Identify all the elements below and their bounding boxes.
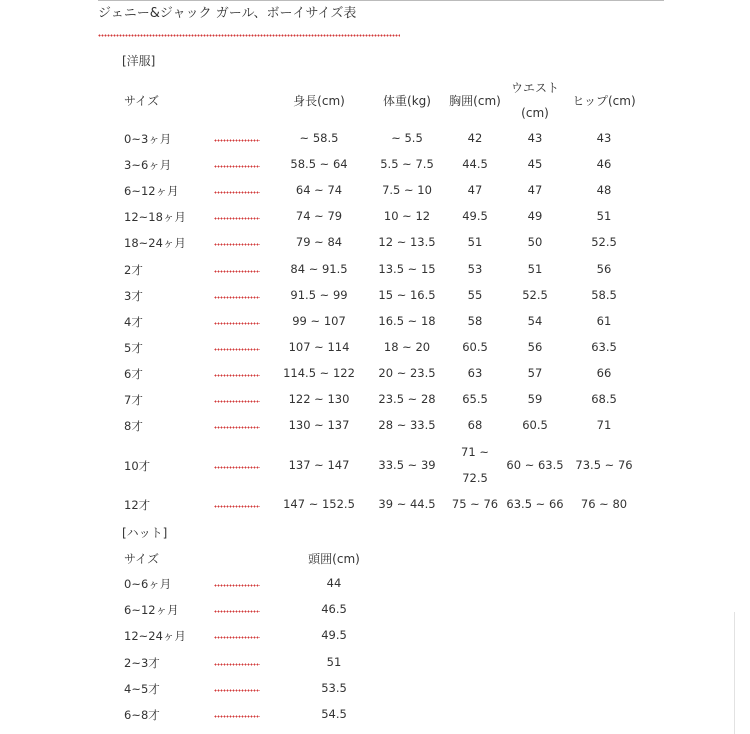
row-waist-value: 50 (527, 235, 543, 249)
row-size-label: 6才 (124, 367, 143, 381)
hat-row-head-value: 53.5 (321, 681, 347, 695)
row-chest-value: 60.5 (462, 340, 488, 354)
row-weight-value: 5.5 ~ 7.5 (380, 157, 434, 171)
hat-row-dotted-leader (214, 663, 260, 666)
row-waist-value: 60 ~ 63.5 (506, 458, 564, 472)
row-hip-value: 51 (596, 209, 612, 223)
row-dotted-leader (214, 466, 260, 469)
header-size: サイズ (124, 94, 160, 108)
row-height-value: 130 ~ 137 (288, 418, 350, 432)
row-waist-value: 63.5 ~ 66 (506, 497, 564, 511)
row-hip-value: 63.5 (591, 340, 617, 354)
row-hip-value: 68.5 (591, 392, 617, 406)
row-hip-value: 52.5 (591, 235, 617, 249)
row-waist-value: 59 (527, 392, 543, 406)
row-height-value: ~ 58.5 (299, 131, 339, 145)
row-dotted-leader (214, 270, 260, 273)
hat-header-size: サイズ (124, 552, 160, 566)
row-height-value: 79 ~ 84 (295, 235, 343, 249)
row-waist-value: 57 (527, 366, 543, 380)
row-size-label: 12才 (124, 498, 151, 512)
row-size-label: 5才 (124, 341, 143, 355)
row-dotted-leader (214, 505, 260, 508)
row-weight-value: 13.5 ~ 15 (378, 262, 436, 276)
row-chest-value: 53 (467, 262, 483, 276)
row-hip-value: 56 (596, 262, 612, 276)
row-chest-value: 51 (467, 235, 483, 249)
hat-row-size-label: 6~12ヶ月 (124, 603, 179, 617)
row-height-value: 147 ~ 152.5 (283, 497, 355, 511)
row-size-label: 7才 (124, 393, 143, 407)
row-weight-value: 16.5 ~ 18 (378, 314, 436, 328)
row-height-value: 122 ~ 130 (288, 392, 350, 406)
page-title: ジェニー&ジャック ガール、ボーイサイズ表 (98, 6, 357, 21)
row-chest-value: 65.5 (462, 392, 488, 406)
row-hip-value: 43 (596, 131, 612, 145)
row-weight-value: 7.5 ~ 10 (382, 183, 432, 197)
row-weight-value: ~ 5.5 (391, 131, 423, 145)
row-waist-value: 45 (527, 157, 543, 171)
row-chest-value: 55 (467, 288, 483, 302)
row-hip-value: 46 (596, 157, 612, 171)
row-dotted-leader (214, 139, 260, 142)
row-waist-value: 56 (527, 340, 543, 354)
row-height-value: 107 ~ 114 (288, 340, 350, 354)
row-hip-value: 71 (596, 418, 612, 432)
row-chest-value-cont: 72.5 (462, 471, 488, 485)
row-dotted-leader (214, 400, 260, 403)
hat-row-head-value: 54.5 (321, 707, 347, 721)
row-hip-value: 73.5 ~ 76 (575, 458, 633, 472)
header-hip: ヒップ(cm) (572, 94, 636, 108)
row-weight-value: 33.5 ~ 39 (378, 458, 436, 472)
row-height-value: 58.5 ~ 64 (290, 157, 348, 171)
row-weight-value: 20 ~ 23.5 (378, 366, 436, 380)
row-waist-value: 43 (527, 131, 543, 145)
row-dotted-leader (214, 374, 260, 377)
hat-row-dotted-leader (214, 636, 260, 639)
row-size-label: 6~12ヶ月 (124, 184, 179, 198)
header-weight: 体重(kg) (383, 94, 431, 108)
hat-row-dotted-leader (214, 584, 260, 587)
row-hip-value: 48 (596, 183, 612, 197)
hat-row-dotted-leader (214, 689, 260, 692)
row-weight-value: 18 ~ 20 (383, 340, 431, 354)
row-waist-value: 49 (527, 209, 543, 223)
row-weight-value: 12 ~ 13.5 (378, 235, 436, 249)
row-size-label: 12~18ヶ月 (124, 210, 186, 224)
hat-section-label: [ハット] (122, 526, 168, 540)
clothes-section-label: [洋服] (122, 54, 156, 68)
row-height-value: 114.5 ~ 122 (283, 366, 355, 380)
header-height: 身長(cm) (293, 94, 345, 108)
hat-row-head-value: 46.5 (321, 602, 347, 616)
right-border-line (734, 612, 735, 734)
header-waist-unit: (cm) (521, 106, 549, 120)
hat-row-dotted-leader (214, 715, 260, 718)
row-weight-value: 39 ~ 44.5 (378, 497, 436, 511)
hat-row-size-label: 12~24ヶ月 (124, 629, 186, 643)
row-chest-value: 42 (467, 131, 483, 145)
row-hip-value: 66 (596, 366, 612, 380)
row-waist-value: 60.5 (522, 418, 548, 432)
row-waist-value: 54 (527, 314, 543, 328)
row-dotted-leader (214, 243, 260, 246)
row-chest-value: 68 (467, 418, 483, 432)
hat-row-size-label: 6~8才 (124, 708, 160, 722)
row-weight-value: 10 ~ 12 (383, 209, 431, 223)
row-dotted-leader (214, 217, 260, 220)
row-size-label: 3~6ヶ月 (124, 158, 172, 172)
row-height-value: 137 ~ 147 (288, 458, 350, 472)
hat-row-head-value: 51 (326, 655, 342, 669)
row-size-label: 3才 (124, 289, 143, 303)
header-waist: ウエスト (510, 81, 560, 95)
hat-row-size-label: 2~3才 (124, 656, 160, 670)
row-hip-value: 76 ~ 80 (580, 497, 628, 511)
hat-row-head-value: 49.5 (321, 628, 347, 642)
row-size-label: 4才 (124, 315, 143, 329)
row-weight-value: 15 ~ 16.5 (378, 288, 436, 302)
row-chest-value: 75 ~ 76 (451, 497, 499, 511)
row-waist-value: 52.5 (522, 288, 548, 302)
row-height-value: 99 ~ 107 (292, 314, 346, 328)
row-hip-value: 61 (596, 314, 612, 328)
hat-row-size-label: 4~5才 (124, 682, 160, 696)
hat-header-head: 頭囲(cm) (308, 552, 360, 566)
row-dotted-leader (214, 348, 260, 351)
row-dotted-leader (214, 296, 260, 299)
title-dotted-separator (98, 34, 400, 37)
row-waist-value: 47 (527, 183, 543, 197)
row-chest-value: 58 (467, 314, 483, 328)
row-height-value: 64 ~ 74 (295, 183, 343, 197)
row-weight-value: 28 ~ 33.5 (378, 418, 436, 432)
row-chest-value: 63 (467, 366, 483, 380)
row-dotted-leader (214, 426, 260, 429)
row-size-label: 0~3ヶ月 (124, 132, 172, 146)
row-size-label: 10才 (124, 459, 151, 473)
row-size-label: 8才 (124, 419, 143, 433)
hat-row-size-label: 0~6ヶ月 (124, 577, 172, 591)
row-size-label: 2才 (124, 263, 143, 277)
row-chest-value: 47 (467, 183, 483, 197)
row-height-value: 91.5 ~ 99 (290, 288, 348, 302)
row-size-label: 18~24ヶ月 (124, 236, 186, 250)
row-chest-value: 71 ~ (461, 445, 489, 459)
row-waist-value: 51 (527, 262, 543, 276)
row-height-value: 74 ~ 79 (295, 209, 343, 223)
row-chest-value: 49.5 (462, 209, 488, 223)
header-chest: 胸囲(cm) (449, 94, 501, 108)
hat-row-head-value: 44 (326, 576, 342, 590)
row-dotted-leader (214, 165, 260, 168)
row-hip-value: 58.5 (591, 288, 617, 302)
row-chest-value: 44.5 (462, 157, 488, 171)
top-border-line (98, 0, 664, 1)
row-weight-value: 23.5 ~ 28 (378, 392, 436, 406)
row-height-value: 84 ~ 91.5 (290, 262, 348, 276)
hat-row-dotted-leader (214, 610, 260, 613)
row-dotted-leader (214, 322, 260, 325)
row-dotted-leader (214, 191, 260, 194)
